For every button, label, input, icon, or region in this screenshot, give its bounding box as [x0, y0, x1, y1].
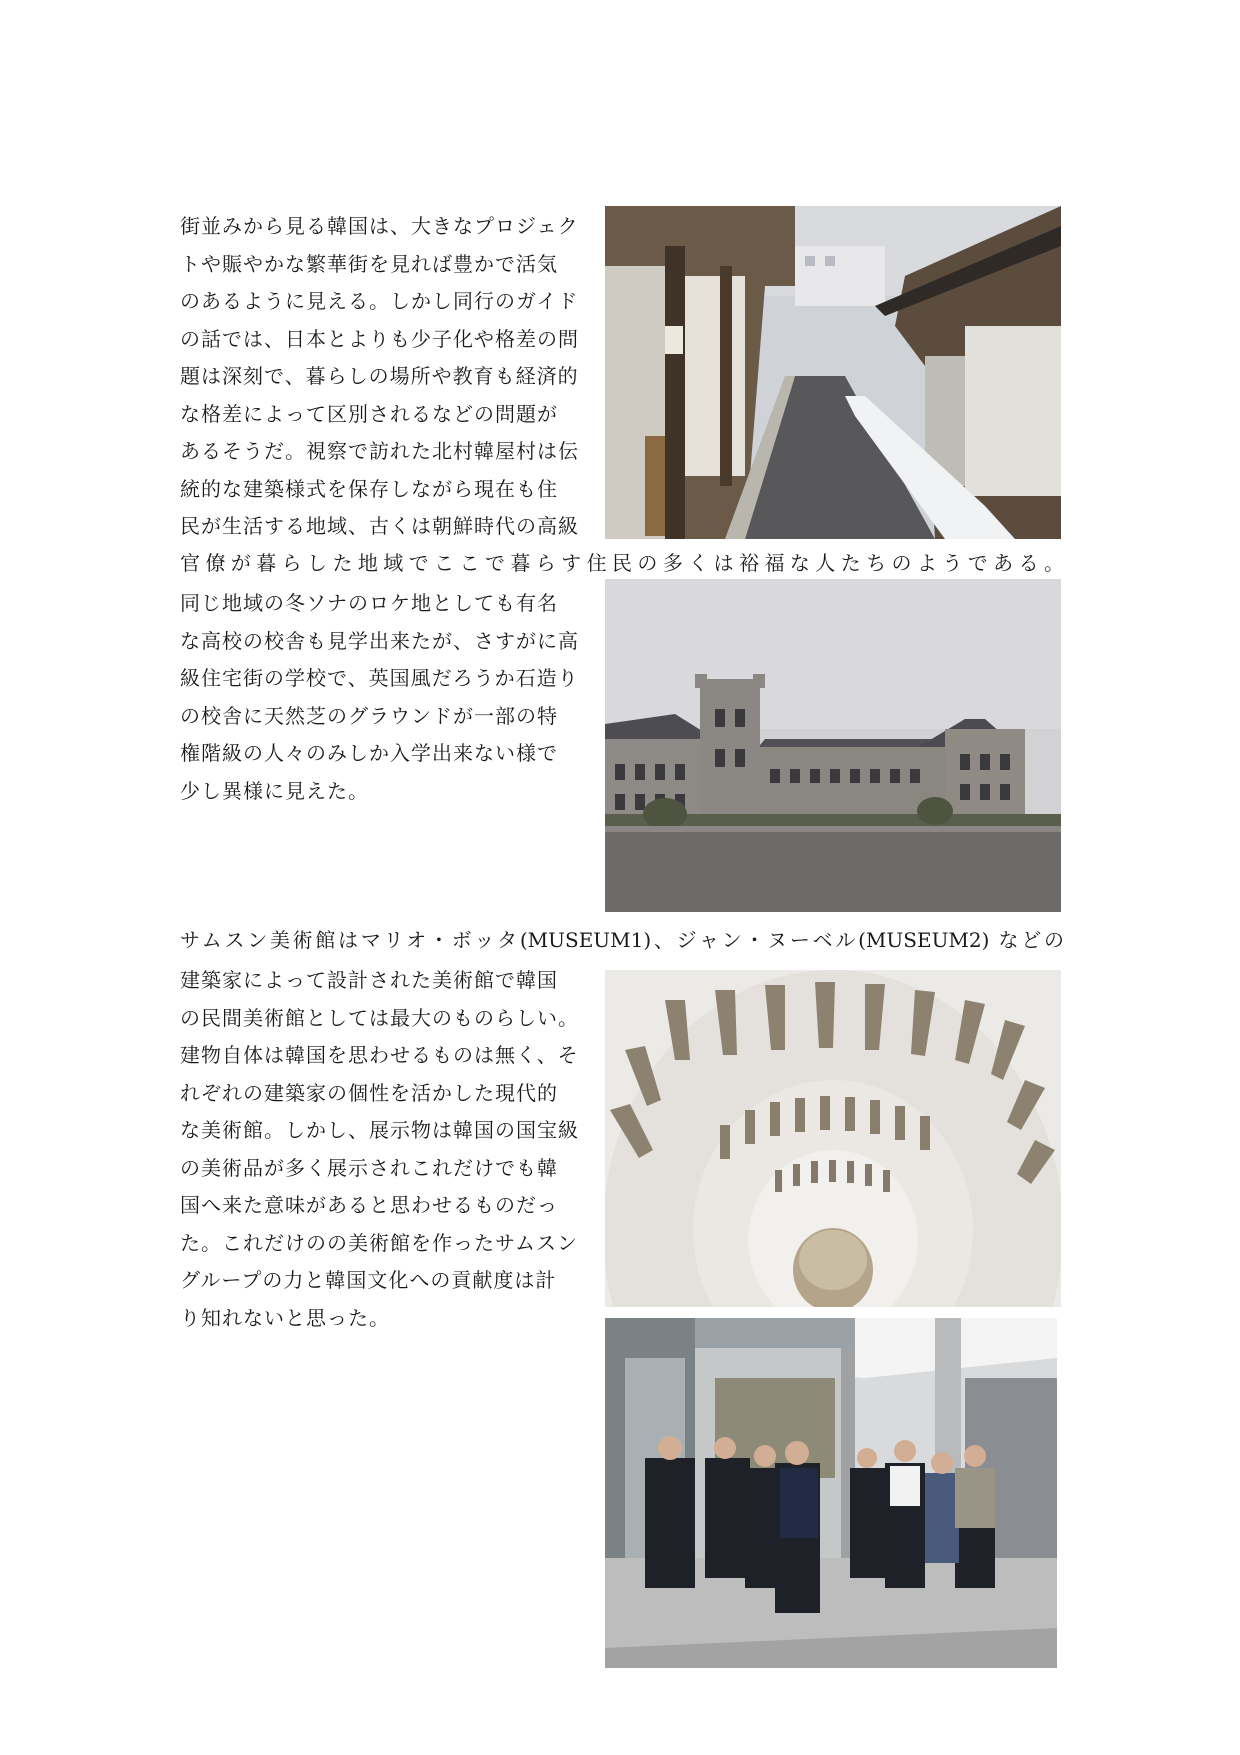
- spiral-staircase-photo: [605, 970, 1061, 1307]
- school-building-photo: [605, 579, 1061, 912]
- hanok-village-paragraph: 街並みから見る韓国は、大きなプロジェク トや賑やかな繁華街を見れば豊かで活気 のあるように見える。しかし同行のガイド の話では、日本とよりも少子化や格差の問 題は深刻で、暮らしの場所や教育も経済的 な格差によって区別されるなどの問題が あるそうだ。視察で訪れた北村韓屋村は伝 統的な建築様式を保存しながら現在も住 民が生活する地域、古くは朝鮮時代の高級: [180, 214, 579, 538]
- hanok-village-paragraph-last-line: 官僚が暮らした地域でここで暮らす住民の多くは裕福な人たちのようである。: [180, 551, 1064, 575]
- samsung-museum-first-line: サムスン美術館はマリオ・ボッタ(MUSEUM1)、ジャン・ヌーベル(MUSEUM2) などの: [180, 928, 1064, 952]
- group-photo-museum-entrance: [605, 1318, 1057, 1668]
- school-paragraph: 同じ地域の冬ソナのロケ地としても有名 な高校の校舎も見学出来たが、さすがに高 級住宅街の学校で、英国風だろうか石造り の校舎に天然芝のグラウンドが一部の特 権階級の人々のみしか入学出来ない様で 少し異様に見えた。: [180, 591, 579, 803]
- samsung-museum-paragraph: 建築家によって設計された美術館で韓国 の民間美術館としては最大のものらしい。 建物自体は韓国を思わせるものは無く、そ れぞれの建築家の個性を活かした現代的 な美術館。しかし、展示物は韓国の国宝級 の美術品が多く展示されこれだけでも韓 国へ来た意味があると思わせるものだっ た。これだけのの美術館を作ったサムスン グループの力と韓国文化への貢献度は計 り知れないと思った。: [180, 968, 579, 1330]
- hanok-alley-photo: [605, 206, 1061, 539]
